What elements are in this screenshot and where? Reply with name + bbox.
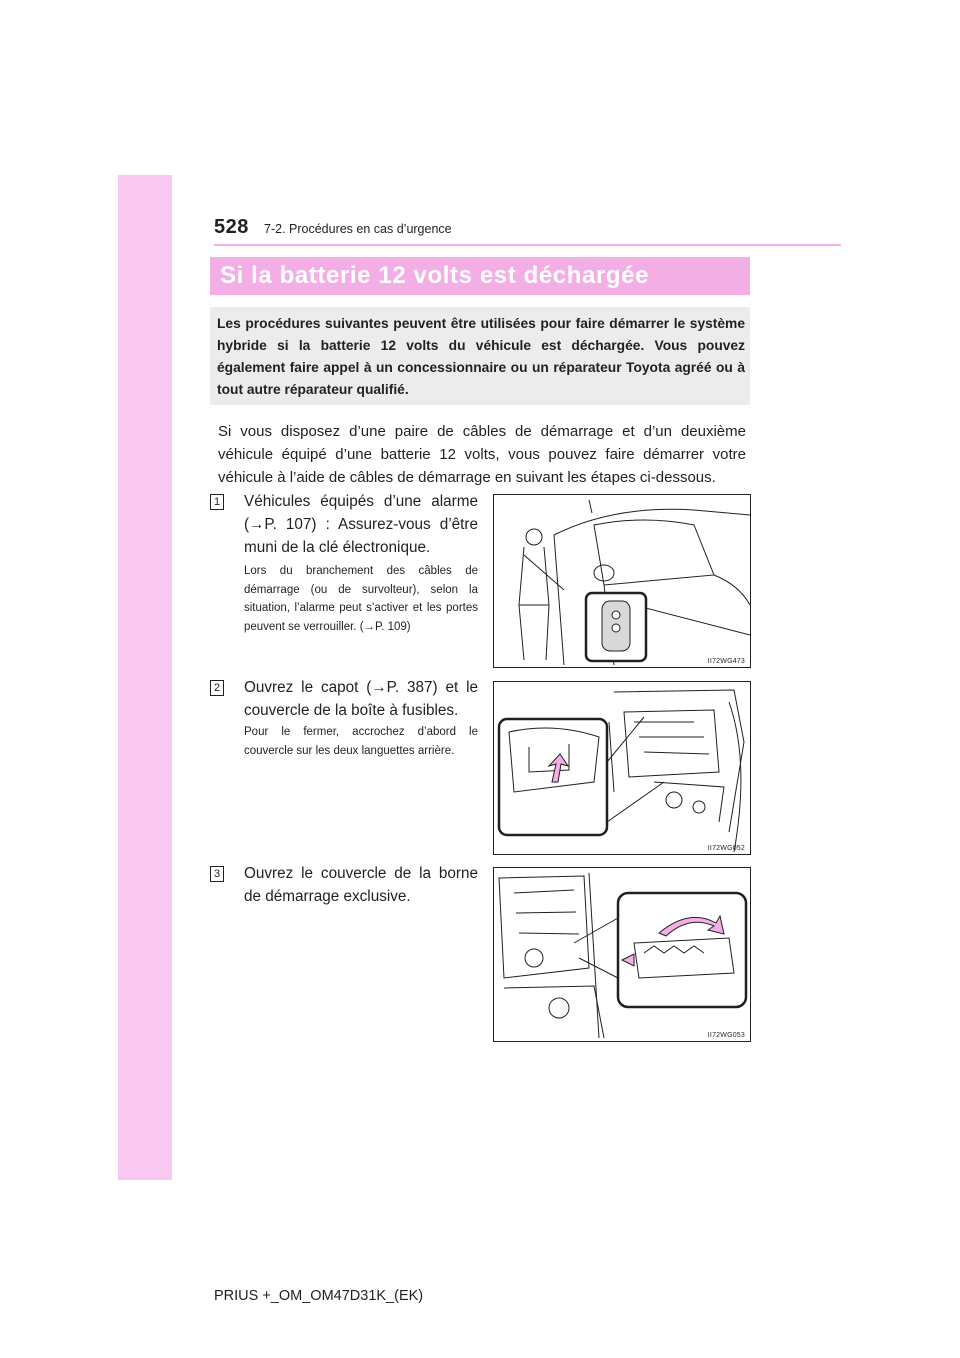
step-2-note: Pour le fermer, accrochez d’abord le couvercle sur les deux languettes arrière. [244,726,478,757]
figure-smart-key [493,494,751,668]
chapter-sidebar-tab [118,175,172,1180]
figure-fuse-box [493,681,751,855]
step-number-1: 1 [210,494,224,510]
page-title: Si la batterie 12 volts est déchargée [220,262,650,289]
body-paragraph: Si vous disposez d’une paire de câbles de démarrage et d’un deuxième véhicule équipé d’une batterie 12 volts, vous pouvez faire démarrer votre véhicule à l’aide de câbles de démarrage en suivant les étapes ci-dessous. [218,423,746,486]
document-footer: PRIUS +_OM_OM47D31K_(EK) [214,1288,424,1304]
section-heading: 7-2. Procédures en cas d’urgence [264,222,452,236]
engine-fuse-box-illustration [494,682,750,854]
terminal-cover-illustration [494,868,750,1041]
title-banner [210,257,750,295]
car-door-key-illustration [494,495,750,667]
figure-code-2: II72WG052 [707,845,745,852]
step-3-text: Ouvrez le couvercle de la borne de démarrage exclusive. [244,865,478,905]
step-number-3: 3 [210,866,224,882]
header-divider [214,244,841,246]
figure-code-1: II72WG473 [707,658,745,665]
intro-text: Les procédures suivantes peuvent être utilisées pour faire démarrer le système hybride si la batterie 12 volts du véhicule est déchargée. Vous pouvez également faire appel à un concessionnaire ou un réparateur Toyota agréé ou à tout autre réparateur qualifié. [217,316,745,397]
figure-code-3: II72WG053 [707,1032,745,1039]
intro-box [210,307,750,405]
step-number-2: 2 [210,680,224,696]
step-2-text: Ouvrez le capot (→P. 387) et le couvercle de la boîte à fusibles. [244,679,478,719]
page-number: 528 [214,216,249,238]
figure-terminal-cover [493,867,751,1042]
step-1-text: Véhicules équipés d’une alarme (→P. 107) : Assurez-vous d’être muni de la clé électronique. [244,493,478,556]
step-1-note: Lors du branchement des câbles de démarrage (ou de survolteur), selon la situation, l’alarme peut s’activer et les portes peuvent se verrouiller. (→P. 109) [244,565,478,633]
